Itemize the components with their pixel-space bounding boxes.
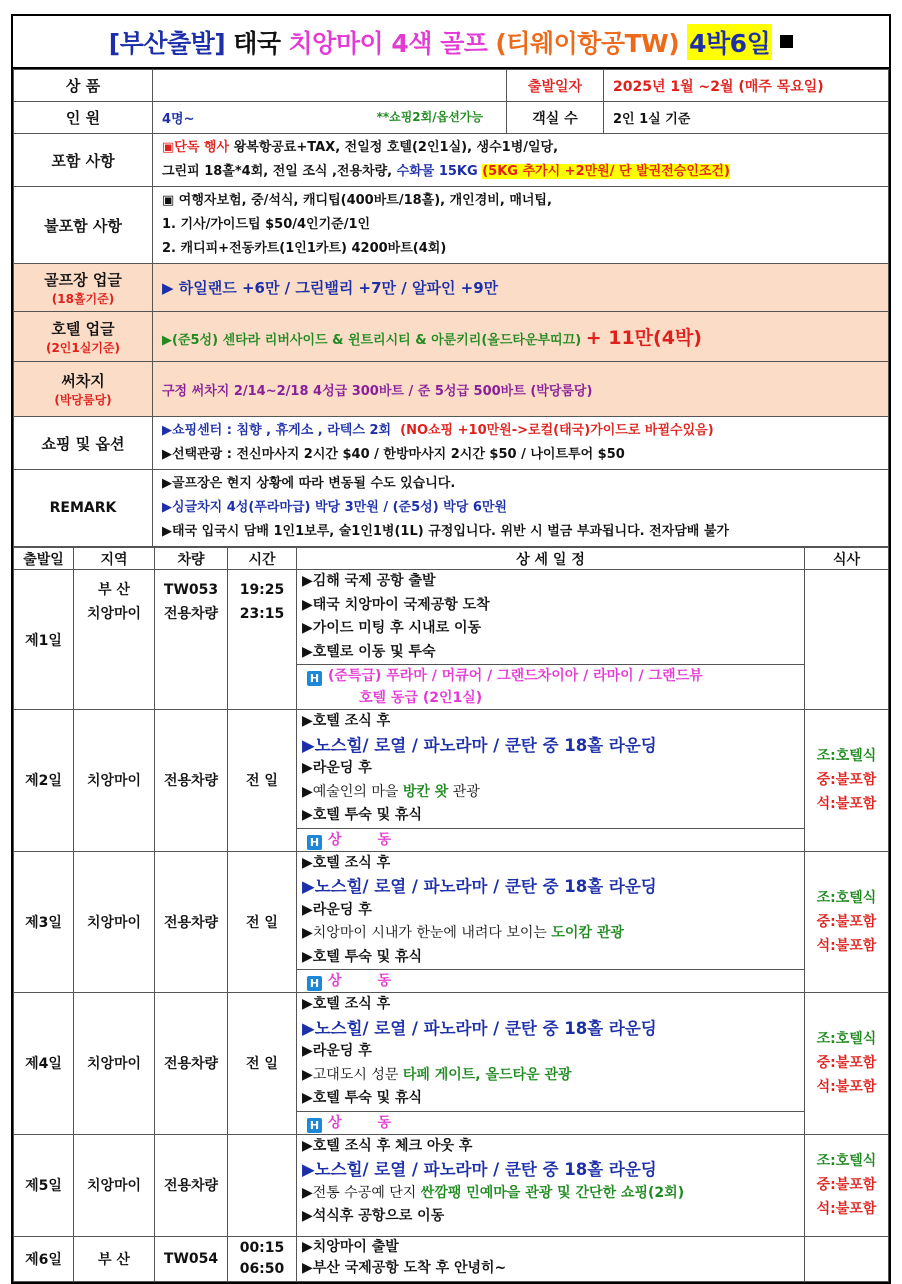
- golf-round-line: ▶노스힐/ 로열 / 파노라마 / 쿤탄 중 18홀 라운딩: [302, 877, 657, 896]
- flight-number: TW053: [163, 582, 219, 598]
- hotel-icon: H: [307, 835, 322, 850]
- region-cell: 치앙마이: [74, 710, 155, 852]
- day-label: 제2일: [14, 710, 74, 852]
- vehicle-cell: [155, 570, 228, 710]
- hotel-same-b: 동: [377, 973, 392, 989]
- itinerary-row-day5: [14, 1134, 889, 1236]
- hotel-icon: H: [307, 671, 322, 686]
- meal-breakfast: 조:호텔식: [816, 1031, 877, 1048]
- people-note: **쇼핑2회/옵션가능: [376, 110, 483, 124]
- sightseeing-highlight: 도이캄 관광: [551, 925, 624, 941]
- sightseeing-prefix: ▶전통 수공예 단지: [302, 1184, 421, 1201]
- itinerary-row-day3: [14, 851, 889, 993]
- meal-cell: [805, 993, 889, 1135]
- time-cell: [228, 1236, 297, 1281]
- surcharge-label-cell: [14, 362, 153, 417]
- sightseeing-prefix: ▶치앙마이 시내가 한눈에 내려다 보이는: [302, 925, 552, 941]
- flight-number: TW054: [155, 1236, 228, 1281]
- meal-lunch: 중:불포함: [816, 1055, 877, 1072]
- hotel-upgrade-cell: [153, 312, 889, 362]
- hotel-options: (준특급) 푸라마 / 머큐어 / 그랜드차이아 / 라마이 / 그랜드뷰: [328, 668, 703, 684]
- meal-cell: [805, 851, 889, 993]
- time-cell: 전 일: [228, 851, 297, 993]
- included-label: 포함 사항: [14, 134, 153, 187]
- meal-cell: [805, 1236, 889, 1281]
- golf-round-line: ▶노스힐/ 로열 / 파노라마 / 쿤탄 중 18홀 라운딩: [302, 1160, 657, 1179]
- sightseeing-suffix: 관광: [448, 783, 480, 800]
- vehicle-2: 전용차량: [163, 606, 219, 622]
- schedule-line: ▶라운딩 후: [302, 901, 372, 918]
- region-cell: 치앙마이: [74, 993, 155, 1135]
- schedule-line: ▶부산 국제공항 도착 후 안녕히~: [302, 1259, 507, 1276]
- remark-line-1: ▶골프장은 현지 상황에 따라 변동될 수도 있습니다.: [162, 476, 456, 491]
- title-product: 치앙마이 4색 골프: [288, 28, 488, 58]
- vehicle-cell: 전용차량: [155, 710, 228, 852]
- golf-upgrade-sub: (18홀기준): [51, 291, 115, 306]
- time-cell: 전 일: [228, 710, 297, 852]
- info-table: [13, 69, 889, 547]
- time-cell: [228, 1134, 297, 1236]
- hotel-upgrade-price: + 11만(4박): [585, 327, 702, 349]
- departure-label: 출발일자: [507, 70, 604, 102]
- hotel-info: [297, 828, 804, 851]
- itinerary-table: [13, 547, 889, 1282]
- departure-value: 2025년 1월 ~2월 (매주 목요일): [604, 70, 889, 102]
- schedule-line: ▶호텔로 이동 및 투숙: [302, 643, 436, 660]
- day-label: 제5일: [14, 1134, 74, 1236]
- exclusive-tour-tag: ▣단독 행사: [162, 140, 230, 155]
- title-country: 태국: [233, 28, 281, 58]
- schedule-line: ▶호텔 조식 후: [302, 996, 391, 1012]
- hotel-icon: H: [307, 1118, 322, 1133]
- shopping-cell: [153, 417, 889, 470]
- surcharge-sub: (박당룸당): [54, 393, 112, 407]
- excluded-cell: [153, 187, 889, 264]
- people-cell: [153, 102, 507, 134]
- meal-dinner: 석:불포함: [816, 796, 877, 813]
- hotel-same-a: 상: [328, 831, 342, 848]
- vehicle-cell: 전용차량: [155, 851, 228, 993]
- people-label: 인 원: [14, 102, 153, 134]
- itinerary-document: [11, 14, 891, 1284]
- baggage-extra-note: (5KG 추가시 +2만원/ 단 발권전승인조건): [482, 164, 730, 179]
- schedule-line: ▶호텔 조식 후: [302, 854, 391, 871]
- day-label: 제6일: [14, 1236, 74, 1281]
- golf-round-line: ▶노스힐/ 로열 / 파노라마 / 쿤탄 중 18홀 라운딩: [302, 1018, 657, 1038]
- excluded-line-1: ▣ 여행자보험, 중/석식, 캐디팁(400바트/18홀), 개인경비, 매너팁,: [162, 193, 552, 208]
- hotel-info: [297, 664, 804, 709]
- sightseeing-prefix: ▶예술인의 마을: [302, 783, 403, 800]
- no-shopping-note: (NO쇼핑 +10만원->로컬(태국)가이드로 바뀔수있음): [400, 423, 714, 438]
- schedule-line: ▶호텔 투숙 및 휴식: [302, 1090, 423, 1106]
- rooms-label: 객실 수: [507, 102, 604, 134]
- header-time: 시간: [228, 548, 297, 570]
- included-line-1: 왕복항공료+TAX, 전일정 호텔(2인1실), 생수1병/일당,: [229, 140, 559, 155]
- surcharge-value: 구정 써차지 2/14~2/18 4성급 300바트 / 준 5성급 500바트 (박당룸당): [153, 362, 889, 417]
- golf-upgrade-value: ▶ 하일랜드 +6만 / 그린밸리 +7만 / 알파인 +9만: [153, 264, 889, 312]
- included-line-2: 그린피 18홀*4회, 전일 조식 ,전용차량,: [162, 164, 397, 179]
- meal-dinner: 석:불포함: [816, 1079, 877, 1096]
- schedule-line: ▶치앙마이 출발: [302, 1238, 399, 1255]
- vehicle-cell: 전용차량: [155, 1134, 228, 1236]
- remark-cell: [153, 470, 889, 547]
- meal-dinner: 석:불포함: [816, 937, 877, 954]
- hotel-icon: H: [307, 976, 322, 991]
- baggage-allowance: 수화물 15KG: [396, 164, 478, 179]
- header-vehicle: 차량: [155, 548, 228, 570]
- schedule-line: ▶호텔 투숙 및 휴식: [302, 807, 423, 823]
- hotel-upgrade-value: ▶(준5성) 센타라 리버사이드 & 윈트리시티 & 아룬키리(올드타운부띠끄): [162, 333, 582, 348]
- time-1: 00:15: [239, 1239, 285, 1256]
- title-airline: (티웨이항공TW): [495, 28, 680, 58]
- excluded-line-2: 1. 기사/가이드팁 $50/4인기준/1인: [162, 217, 371, 232]
- product-value: [153, 70, 507, 102]
- meal-lunch: 중:불포함: [816, 1177, 877, 1193]
- time-2: 06:50: [239, 1260, 285, 1277]
- header-region: 지역: [74, 548, 155, 570]
- rooms-value: 2인 1실 기준: [604, 102, 889, 134]
- golf-round-line: ▶노스힐/ 로열 / 파노라마 / 쿤탄 중 18홀 라운딩: [302, 735, 657, 755]
- hotel-info: [297, 969, 804, 992]
- hotel-same-b: 동: [377, 831, 392, 848]
- schedule-cell: [297, 993, 805, 1135]
- day-label: 제4일: [14, 993, 74, 1135]
- surcharge-label: 써차지: [61, 372, 105, 390]
- included-cell: [153, 134, 889, 187]
- meal-cell: [805, 710, 889, 852]
- meal-breakfast: 조:호텔식: [816, 748, 877, 765]
- hotel-upgrade-label: 호텔 업글: [51, 319, 115, 338]
- header-meals: 식사: [805, 548, 889, 570]
- hotel-upgrade-label-cell: [14, 312, 153, 362]
- people-value: 4명~: [162, 112, 195, 127]
- schedule-line: ▶석식후 공항으로 이동: [302, 1208, 445, 1224]
- day-label: 제3일: [14, 851, 74, 993]
- remark-label: REMARK: [14, 470, 153, 547]
- schedule-cell: [297, 570, 805, 710]
- schedule-cell: [297, 851, 805, 993]
- hotel-same-a: 상: [328, 1114, 342, 1131]
- shopping-label: 쇼핑 및 옵션: [14, 417, 153, 470]
- itinerary-header-row: [14, 548, 889, 570]
- itinerary-row-day1: [14, 570, 889, 710]
- sightseeing-highlight: 방칸 왓: [402, 783, 449, 800]
- title-departure-city: [부산출발]: [108, 28, 226, 58]
- hotel-upgrade-sub: (2인1실기준): [45, 340, 121, 355]
- header-date: 출발일: [14, 548, 74, 570]
- schedule-line: ▶라운딩 후: [302, 1043, 372, 1059]
- remark-line-3: ▶태국 입국시 담배 1인1보루, 술1인1병(1L) 규정입니다. 위반 시 벌금 부과됩니다. 전자담배 불가: [162, 524, 729, 539]
- meal-cell: [805, 570, 889, 710]
- itinerary-row-day4: [14, 993, 889, 1135]
- schedule-cell: [297, 1134, 805, 1236]
- golf-upgrade-label-cell: [14, 264, 153, 312]
- excluded-label: 불포함 사항: [14, 187, 153, 264]
- product-label: 상 품: [14, 70, 153, 102]
- region-cell: 치앙마이: [74, 851, 155, 993]
- schedule-line: ▶김해 국제 공항 출발: [302, 573, 436, 589]
- time-cell: [228, 570, 297, 710]
- region-cell: 치앙마이: [74, 1134, 155, 1236]
- meal-dinner: 석:불포함: [816, 1201, 877, 1217]
- schedule-line: ▶호텔 조식 후: [302, 713, 391, 729]
- schedule-line: ▶호텔 투숙 및 휴식: [302, 948, 423, 965]
- hotel-grade: 호텔 동급 (2인1실): [359, 690, 483, 706]
- region-2: 치앙마이: [86, 606, 142, 622]
- time-cell: 전 일: [228, 993, 297, 1135]
- header-schedule: 상 세 일 정: [297, 548, 805, 570]
- time-2: 23:15: [239, 606, 285, 622]
- itinerary-row-day6: [14, 1236, 889, 1281]
- excluded-line-3: 2. 캐디피+전동카트(1인1카트) 4200바트(4회): [162, 241, 447, 256]
- vehicle-cell: 전용차량: [155, 993, 228, 1135]
- region-cell: 부 산: [74, 1236, 155, 1281]
- meal-lunch: 중:불포함: [816, 913, 877, 930]
- day-label: 제1일: [14, 570, 74, 710]
- region-1: 부 산: [98, 582, 130, 598]
- hotel-same-b: 동: [377, 1114, 392, 1131]
- itinerary-row-day2: [14, 710, 889, 852]
- shopping-center: ▶쇼핑센터 : 침향 , 휴게소 , 라텍스 2회: [162, 423, 392, 438]
- title-duration: 4박6일: [687, 24, 772, 60]
- schedule-cell: [297, 1236, 805, 1281]
- optional-tours: ▶선택관광 : 전신마사지 2시간 $40 / 한방마사지 2시간 $50 / 나이트투어 $50: [162, 447, 625, 462]
- schedule-line: ▶가이드 미팅 후 시내로 이동: [302, 620, 482, 636]
- schedule-cell: [297, 710, 805, 852]
- sightseeing-highlight: 타페 게이트, 올드타운 관광: [402, 1066, 572, 1083]
- time-1: 19:25: [239, 582, 285, 598]
- schedule-line: ▶라운딩 후: [302, 760, 372, 776]
- region-cell: [74, 570, 155, 710]
- hotel-same-a: 상: [328, 973, 342, 989]
- meal-cell: [805, 1134, 889, 1236]
- remark-line-2: ▶싱글차지 4성(푸라마급) 박당 3만원 / (준5성) 박당 6만원: [162, 500, 507, 515]
- meal-breakfast: 조:호텔식: [816, 1153, 877, 1169]
- square-bullet-icon: [780, 35, 793, 48]
- schedule-line: ▶태국 치앙마이 국제공항 도착: [302, 596, 490, 613]
- golf-upgrade-label: 골프장 업글: [44, 270, 122, 289]
- schedule-line: ▶호텔 조식 후 체크 아웃 후: [302, 1137, 473, 1154]
- meal-lunch: 중:불포함: [816, 772, 877, 789]
- meal-breakfast: 조:호텔식: [816, 889, 877, 906]
- page-title: [13, 16, 889, 69]
- hotel-info: [297, 1111, 804, 1134]
- sightseeing-prefix: ▶고대도시 성문: [302, 1066, 403, 1083]
- sightseeing-highlight: 싼깜팽 민예마을 관광 및 간단한 쇼핑(2회): [420, 1184, 685, 1201]
